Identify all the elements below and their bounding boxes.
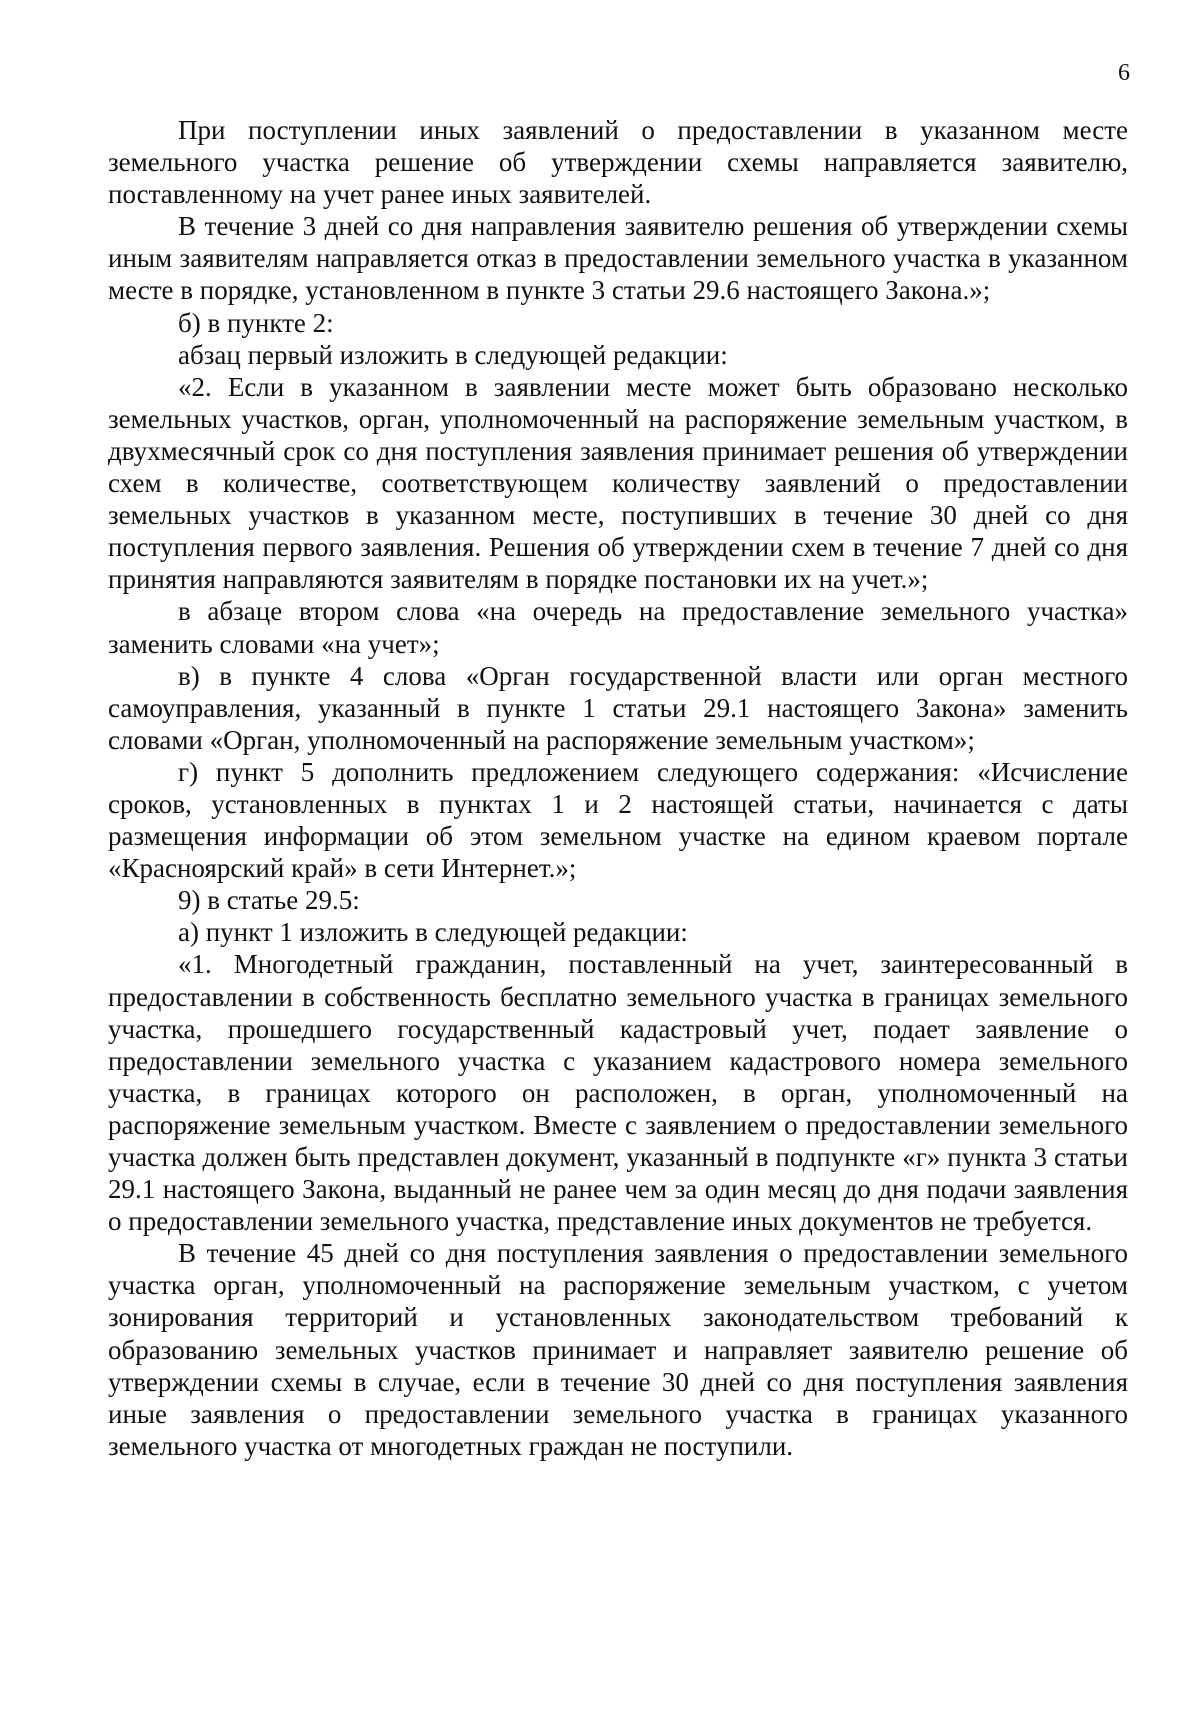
paragraph-first-abzats: абзац первый изложить в следующей редакции: <box>178 339 728 370</box>
paragraph-other-applications: При поступлении иных заявлений о предоставлении в указанном месте земельного участка решение об утверждении схемы направляется заявителю, поставленному на учет ранее иных заявителей. <box>108 115 1128 210</box>
paragraph-45-days: В течение 45 дней со дня поступления заявления о предоставлении земельного участка орган, уполномоченный на распоряжение земельным участком, с учетом зонирования территорий и установленных законодательством требований к образованию земельных участков принимает и направляет заявителю решение об утверждении схемы в случае, если в течение 30 дней со дня поступления заявления иные заявления о предоставлении земельного участка в границах указанного земельного участка от многодетных граждан не поступили. <box>108 1238 1128 1461</box>
paragraph-item-g-point-5: г) пункт 5 дополнить предложением следующего содержания: «Исчисление сроков, установленных в пунктах 1 и 2 настоящей статьи, начинается с даты размещения информации об этом земельном участке на едином краевом портале «Красноярский край» в сети Интернет.»; <box>108 756 1128 884</box>
paragraph-item-a-point-1: а) пункт 1 изложить в следующей редакции: <box>178 917 688 948</box>
paragraph-item-b-point-2: б) в пункте 2: <box>178 307 334 338</box>
paragraph-item-9-article-29-5: 9) в статье 29.5: <box>178 885 360 916</box>
document-body <box>108 114 1128 1462</box>
paragraph-refusal-within-3-days: В течение 3 дней со дня направления заявителю решения об утверждении схемы иным заявителям направляется отказ в предоставлении земельного участка в указанном месте в порядке, установленном в пункте 3 статьи 29.6 настоящего Закона.»; <box>108 211 1128 306</box>
paragraph-second-abzats: в абзаце втором слова «на очередь на предоставление земельного участка» заменить словами «на учет»; <box>108 596 1128 659</box>
page-number: 6 <box>1118 60 1130 86</box>
paragraph-new-point-2: «2. Если в указанном в заявлении месте может быть образовано несколько земельных участков, орган, уполномоченный на распоряжение земельным участком, в двухмесячный срок со дня поступления заявления принимает решения об утверждении схем в количестве, соответствующем количеству заявлений о предоставлении земельных участков в указанном месте, поступивших в течение 30 дней со дня поступления первого заявления. Решения об утверждении схем в течение 7 дней со дня принятия направляются заявителям в порядке постановки их на учет.»; <box>108 371 1128 595</box>
paragraph-new-point-1: «1. Многодетный гражданин, поставленный на учет, заинтересованный в предоставлении в собственность бесплатно земельного участка в границах земельного участка, прошедшего государственный кадастровый учет, подает заявление о предоставлении земельного участка с указанием кадастрового номера земельного участка, в границах которого он расположен, в орган, уполномоченный на распоряжение земельным участком. Вместе с заявлением о предоставлении земельного участка должен быть представлен документ, указанный в подпункте «г» пункта 3 статьи 29.1 настоящего Закона, выданный не ранее чем за один месяц до дня подачи заявления о предоставлении земельного участка, представление иных документов не требуется. <box>108 949 1128 1237</box>
paragraph-item-v-point-4: в) в пункте 4 слова «Орган государственной власти или орган местного самоуправления, указанный в пункте 1 статьи 29.1 настоящего Закона» заменить словами «Орган, уполномоченный на распоряжение земельным участком»; <box>108 660 1128 755</box>
